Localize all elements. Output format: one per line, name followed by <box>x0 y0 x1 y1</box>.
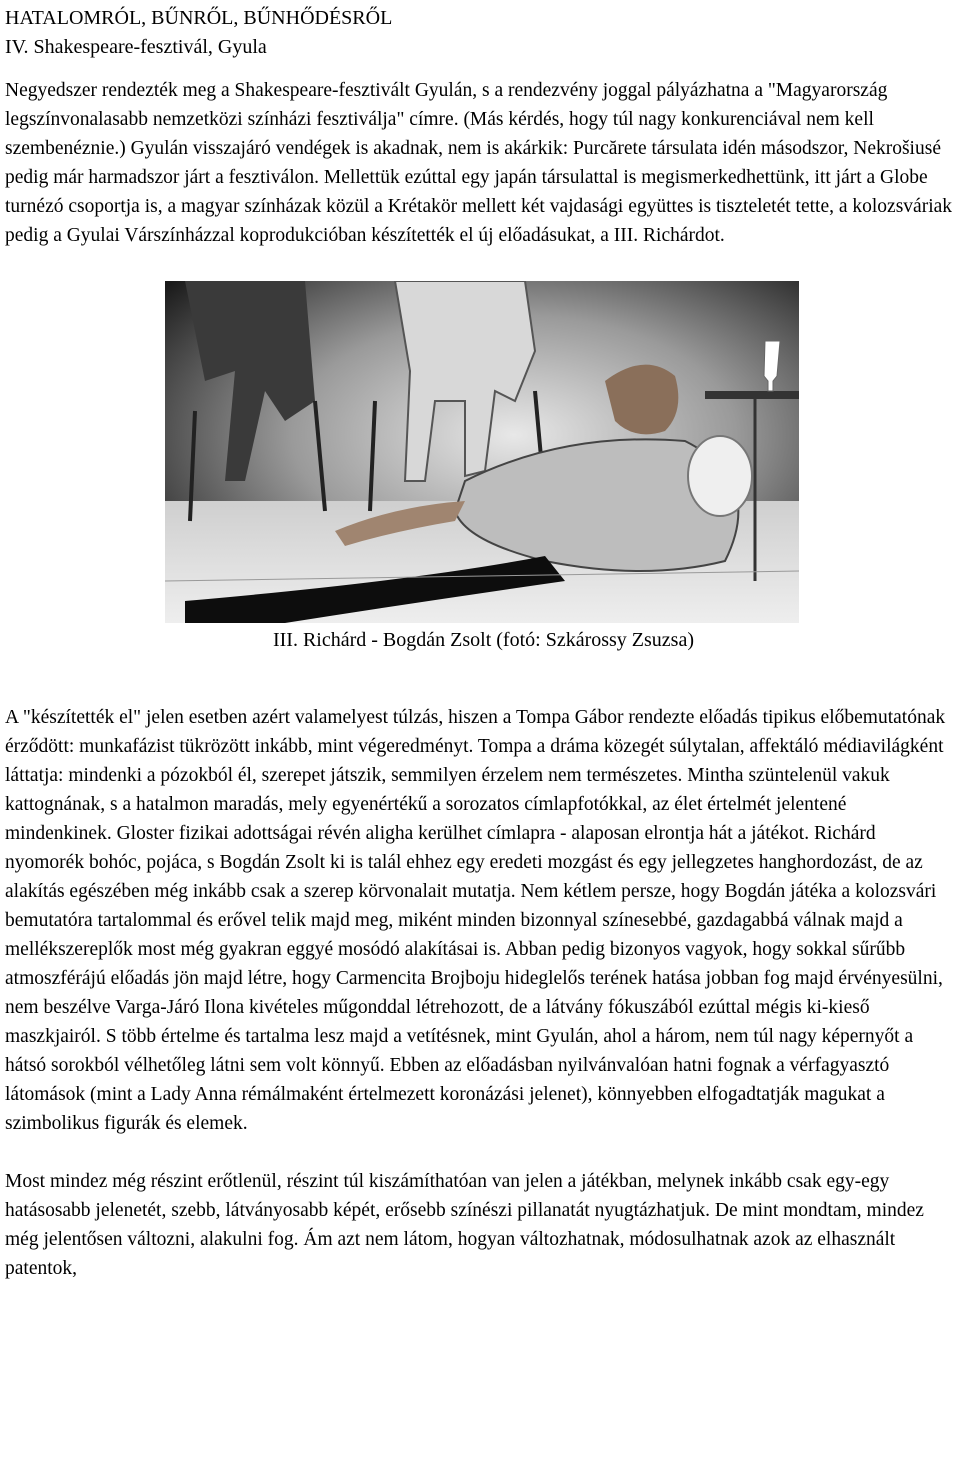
article-subtitle: IV. Shakespeare-fesztivál, Gyula <box>5 36 267 58</box>
stage-photo <box>165 281 799 623</box>
paragraph-intro: Negyedszer rendezték meg a Shakespeare-fesztivált Gyulán, s a rendezvény joggal pályázhatna a "Magyarország legszínvonalasabb nemzetközi színházi fesztiválja" címre. (Más kérdés, hogy túl nagy konkurenciával nem kell szembenéznie.) Gyulán visszajáró vendégek is akadnak, nem is akárkik: Purcărete társulata idén másodszor, Nekrošiusé pedig már harmadszor járt a fesztiválon. Mellettük ezúttal egy japán társulattal is megismerkedhettünk, itt járt a Globe turnézó csoportja is, a magyar színházak közül a Krétakör mellett két vajdasági együttes is tiszteletét tette, a kolozsváriak pedig a Gyulai Várszínházzal koprodukcióban készítették el új előadásukat, a III. Richárdot. <box>5 80 953 246</box>
paragraph-review: A "készítették el" jelen esetben azért valamelyest túlzás, hiszen a Tompa Gábor rendezte előadás tipikus előbemutatónak érződött: munkafázist tükrözött inkább, mint végeredményt. Tompa a dráma közegét súlytalan, affektáló médiavilágként láttatja: mindenki a pózokból él, szerepet játszik, semmilyen érzelem nem természetes. Mintha szüntelenül vakuk kattognának, s a hatalmon maradás, mely egyenértékű a sorozatos címlapfotókkal, az élet értelmét jelentené mindenkinek. Gloster fizikai adottságai révén aligha kerülhet címlapra - alaposan elrontja hát a játékot. Richárd nyomorék bohóc, pojáca, s Bogdán Zsolt ki is talál ehhez egy eredeti mozgást és egy jellegzetes hanghordozást, de az alakítás egészében még inkább csak a szerep körvonalait mutatja. Nem kétlem persze, hogy Bogdán játéka a kolozsvári bemutatóra tartalommal és erővel telik majd meg, miként minden bizonnyal színesebbé, gazdagabbá válnak majd a mellékszereplők most még gyakran eggyé mosódó alakításai is. Abban pedig bizonyos vagyok, hogy sokkal sűrűbb atmoszférájú előadás jön majd létre, hogy Carmencita Brojboju hideglelős terének hatása jobban fog majd érvényesülni, nem beszélve Varga-Járó Ilona kivételes műgonddal létrehozott, de a látvány fókuszából ezúttal mégis ki-kieső maszkjairól. S több értelme és tartalma lesz majd a vetítésnek, mint Gyulán, ahol a három, nem túl nagy képernyőt a hátsó sorokból vélhetőleg látni sem volt könnyű. Ebben az előadásban nyilvánvalóan hatni fognak a vérfagyasztó látomások (mint a Lady Anna rémálmaként értelmezett koronázási jelenet), könnyebben elfogadtatják magukat a szimbolikus figurák és elemek. <box>5 707 946 1134</box>
photo-figure <box>5 281 954 655</box>
article-title: HATALOMRÓL, BŰNRŐL, BŰNHŐDÉSRŐL <box>5 7 393 29</box>
paragraph-conclusion: Most mindez még részint erőtlenül, részint túl kiszámíthatóan van jelen a játékban, melynek inkább csak egy-egy hatásosabb jelenetét, szebb, látványosabb képét, erősebb színészi pillanatát nyugtázhatjuk. De mint mondtam, mindez még jelentősen változni, alakulni fog. Ám azt nem látom, hogyan változhatnak, módosulhatnak azok az elhasznált patentok, <box>5 1171 924 1279</box>
photo-caption: III. Richárd - Bogdán Zsolt (fotó: Szkárossy Zsuzsa) <box>272 629 694 651</box>
stage-photo-image <box>165 281 799 623</box>
